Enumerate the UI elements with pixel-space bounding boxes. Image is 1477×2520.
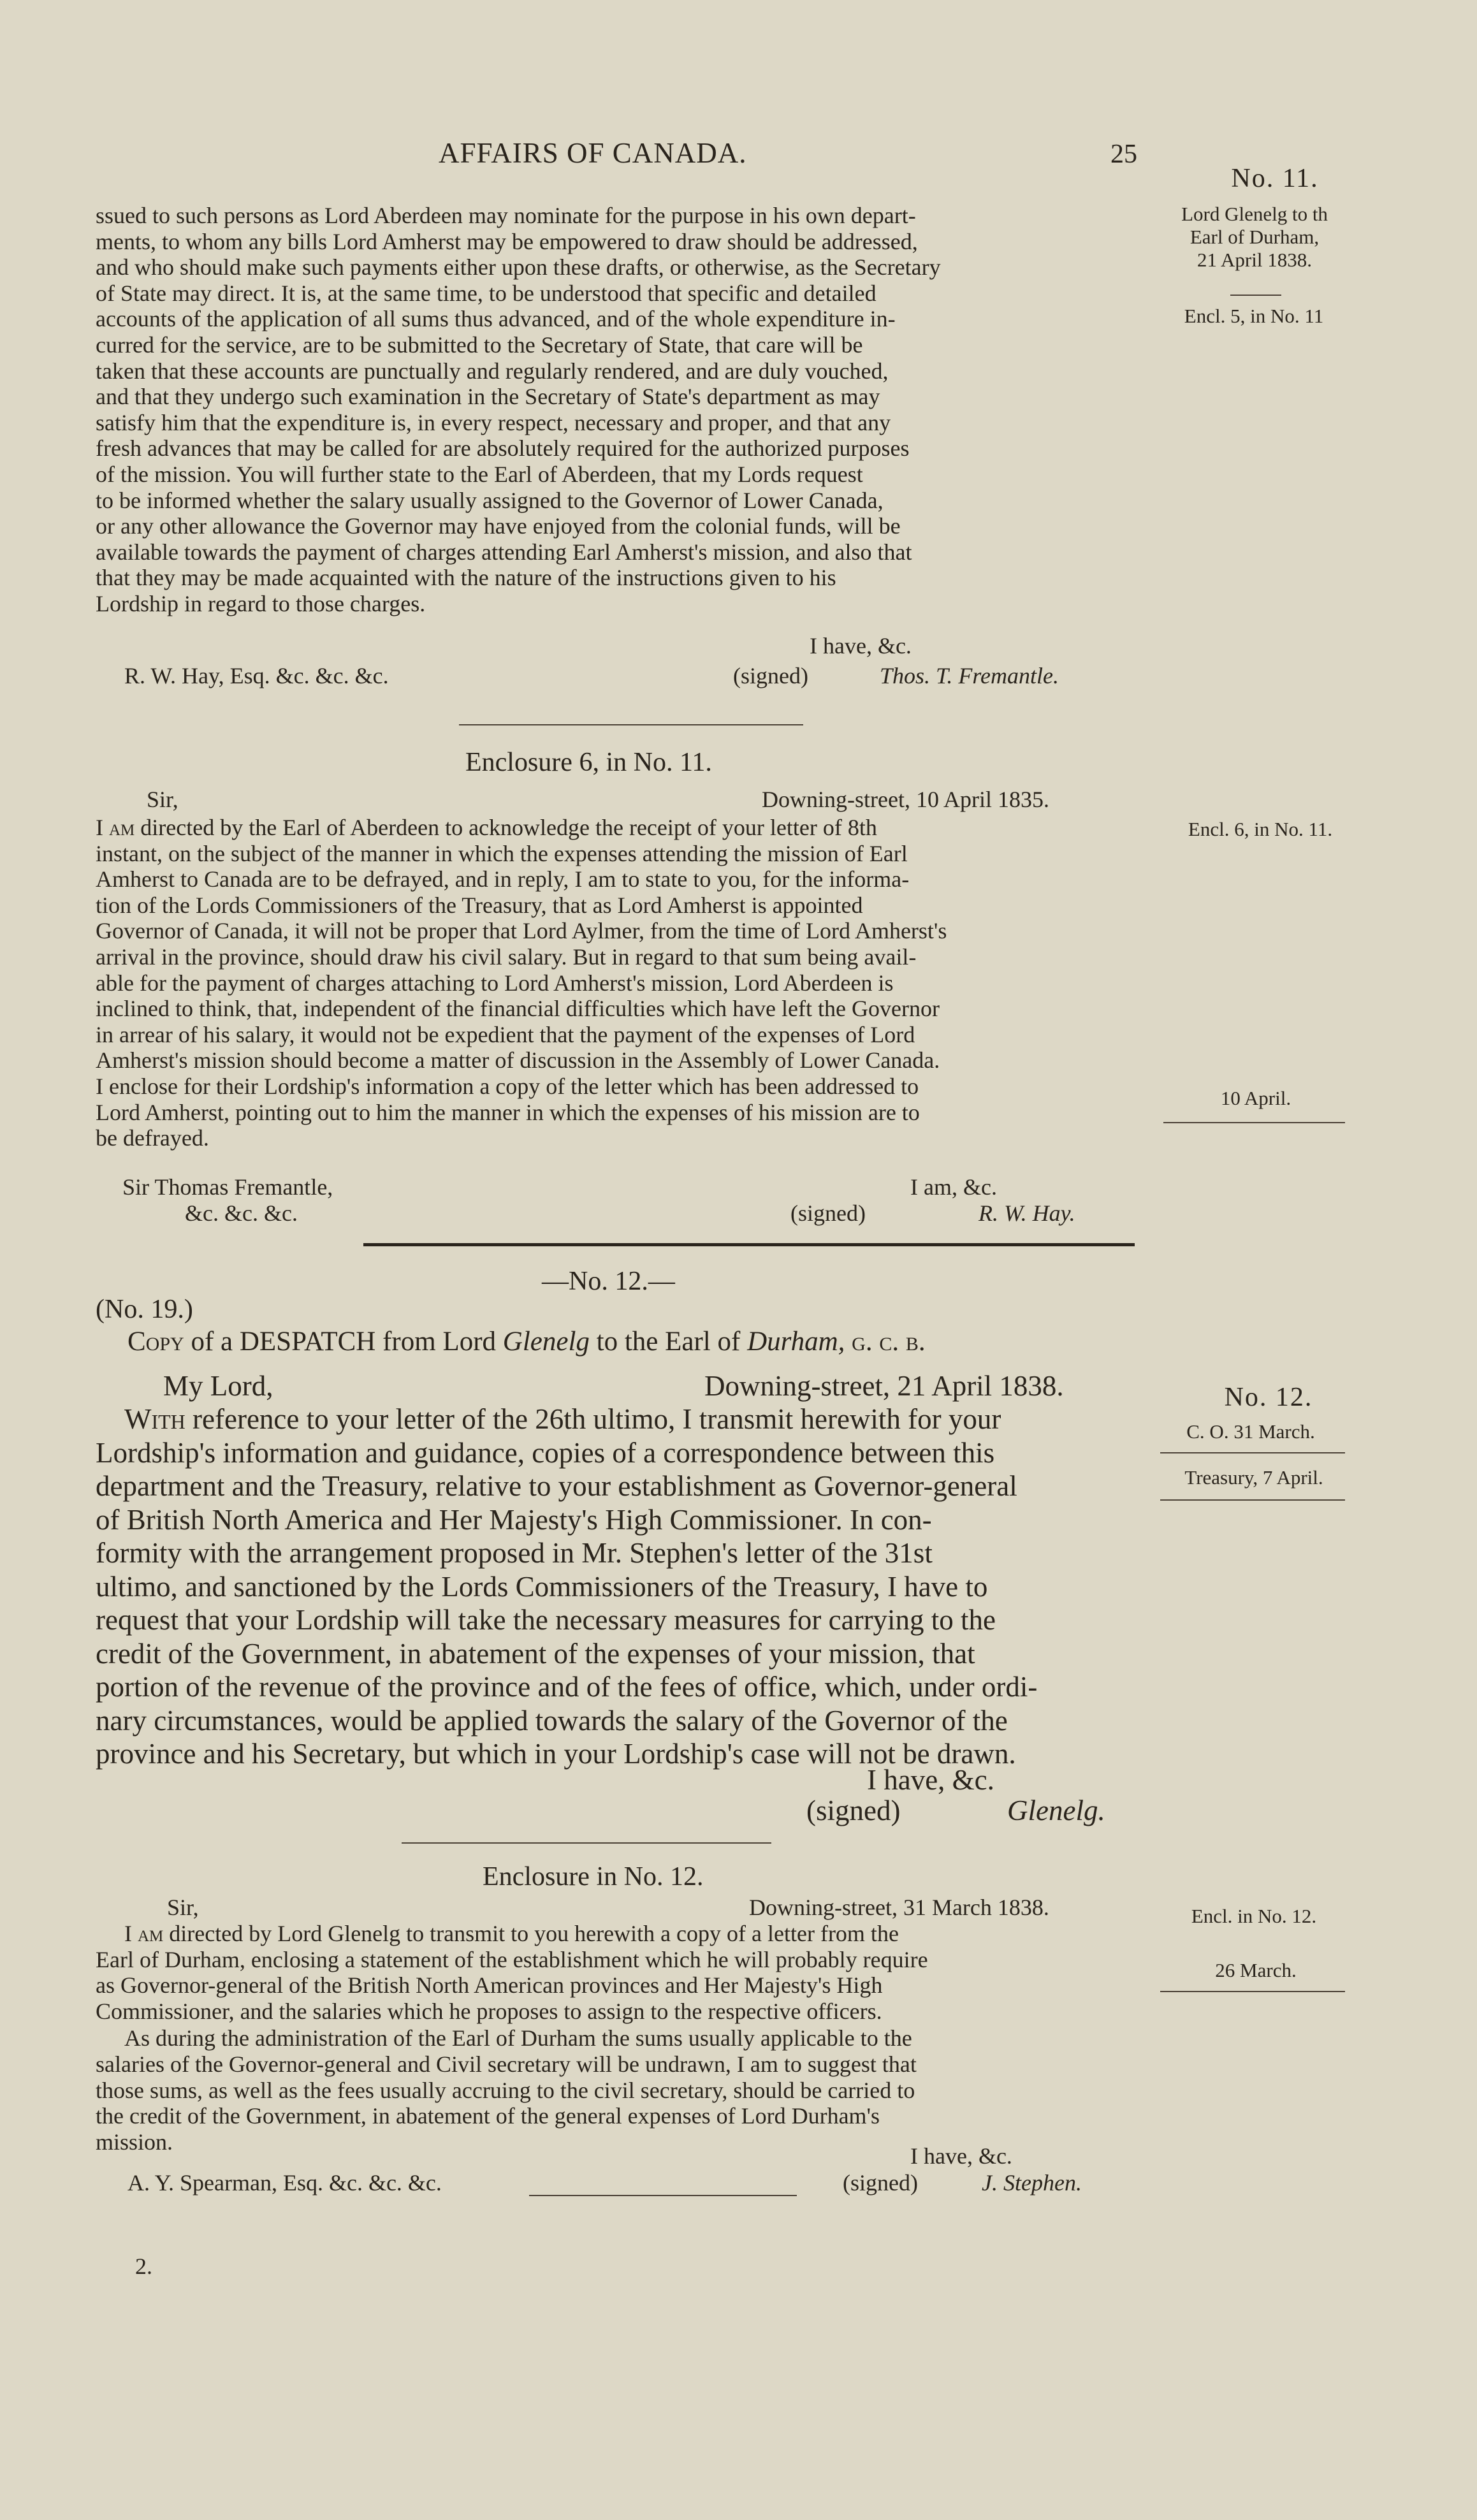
margin-encl6: Encl. 6, in No. 11. [1188,818,1333,840]
title-from: from Lord [375,1327,503,1357]
margin-treasury7: Treasury, 7 April. [1184,1466,1323,1489]
enclosure6-signature [979,1200,1075,1227]
title-glenelg: Glenelg [502,1327,590,1357]
title-gcb: g. c. b. [845,1327,926,1357]
letter1-addressee: R. W. Hay, Esq. &c. &c. &c. [124,663,389,688]
text-line: tion of the Lords Commissioners of the Treasury, that as Lord Amherst is appointed [96,892,863,918]
lead-word: I am [96,815,135,840]
no12-salutation: My Lord, [163,1370,273,1402]
letter1-signature [880,663,1059,689]
title-to: to the Earl of [589,1327,748,1357]
running-title: AFFAIRS OF CANADA. [439,137,747,169]
text-line: fresh advances that may be called for are absolutely required for the authorized purposes [96,435,910,462]
text-line: the credit of the Government, in abatement of the general expenses of Lord Durham's [96,2103,880,2129]
text-line: that they may be made acquainted with the nature of the instructions given to his [96,565,836,591]
first-line-text: directed by Lord Glenelg to transmit to you herewith a copy of a letter from the [163,1921,899,1946]
section-divider [402,1842,771,1844]
margin-co31: C. O. 31 March. [1186,1420,1315,1443]
text-line: in arrear of his salary, it would not be expedient that the payment of the expenses of Lord [96,1021,915,1047]
text-line: and that they undergo such examination in the Secretary of State's department as may [96,384,880,410]
text-line: Governor of Canada, it will not be proper that Lord Aylmer, from the time of Lord Amherst's [96,918,947,944]
enclosure6-salutation: Sir, [147,787,178,812]
text-line: credit of the Government, in abatement of the expenses of your mission, that [96,1637,975,1670]
lead-word: I am [124,1921,164,1946]
text-line: ments, to whom any bills Lord Amherst may be empowered to draw should be addressed, [96,228,918,254]
text-line: curred for the service, are to be submitted to the Secretary of State, that care will be [96,331,863,358]
no12-title [127,1326,926,1357]
enclosure12-addressee: A. Y. Spearman, Esq. &c. &c. &c. [127,2170,442,2196]
text-line: nary circumstances, would be applied towards the salary of the Governor of the [96,1704,1008,1737]
margin-apr10: 10 April. [1220,1087,1291,1109]
letter1-signed: (signed) [733,663,808,688]
text-line: available towards the payment of charges attending Earl Amherst's mission, and also that [96,539,912,565]
text-line [96,1921,1144,1947]
enclosure6-text [96,815,1144,1151]
margin-no11-line3: 21 April 1838. [1197,249,1312,271]
enclosure12-para1 [96,1921,1144,2024]
title-copy: Copy [127,1327,184,1357]
text-line: Commissioner, and the salaries which he proposes to assign to the respective officers. [96,1998,882,2024]
signature-text: Glenelg. [1007,1795,1105,1826]
margin-mar26: 26 March. [1215,1959,1297,1981]
text-line: be defrayed. [96,1125,209,1151]
text-line: request that your Lordship will take the necessary measures for carrying to the [96,1604,996,1636]
text-line: able for the payment of charges attaching to Lord Amherst's mission, Lord Aberdeen is [96,970,894,996]
section-divider-thick [363,1243,1135,1246]
no12-number: (No. 19.) [96,1295,193,1324]
text-line: formity with the arrangement proposed in Mr. Stephen's letter of the 31st [96,1537,933,1569]
title-durham: Durham, [747,1327,845,1357]
enclosure12-salutation: Sir, [167,1895,199,1920]
text-line: taken that these accounts are punctually and regularly rendered, and are duly vouched, [96,358,889,384]
enclosure12-closing: I have, &c. [910,2143,1012,2169]
enclosure6-addressee2: &c. &c. &c. [185,1200,298,1226]
text-line: inclined to think, that, independent of the financial difficulties which have left the Governor [96,996,940,1022]
text-line: salaries of the Governor-general and Civil secretary will be undrawn, I am to suggest that [96,2051,917,2077]
enclosure12-signature [982,2170,1082,2196]
margin-rule [1160,1499,1345,1501]
no12-heading: —No. 12.— [542,1267,675,1296]
text-line: of the mission. You will further state to the Earl of Aberdeen, that my Lords request [96,461,863,487]
lead-word: With [124,1403,186,1435]
enclosure6-dateline: Downing-street, 10 April 1835. [762,787,1049,812]
first-line-text: reference to your letter of the 26th ultimo, I transmit herewith for your [185,1403,1001,1435]
enclosure6-heading: Enclosure 6, in No. 11. [465,748,712,777]
text-line: ultimo, and sanctioned by the Lords Commissioners of the Treasury, I have to [96,1570,988,1603]
enclosure12-dateline: Downing-street, 31 March 1838. [749,1895,1049,1920]
enclosure6-body [96,815,1144,1151]
no12-signature [1007,1794,1105,1828]
signature-text: R. W. Hay. [979,1200,1075,1226]
first-line-text: directed by the Earl of Aberdeen to acknowledge the receipt of your letter of 8th [135,815,877,840]
margin-encl12: Encl. in No. 12. [1191,1905,1317,1927]
no12-signed: (signed) [806,1795,901,1826]
text-line: Amherst to Canada are to be defrayed, and in reply, I am to state to you, for the informa- [96,866,910,892]
signature-text: Thos. T. Fremantle. [880,663,1059,688]
margin-no11-note [1153,203,1357,272]
text-line: Lordship in regard to those charges. [96,590,426,616]
text-line: of State may direct. It is, at the same time, to be understood that specific and detailed [96,280,877,306]
text-line: instant, on the subject of the manner in which the expenses attending the mission of Earl [96,840,908,866]
margin-no11-heading: No. 11. [1231,164,1319,193]
enclosure6-addressee1: Sir Thomas Fremantle, [122,1174,333,1200]
margin-rule [1160,1991,1345,1992]
margin-no11-line1: Lord Glenelg to th [1181,203,1328,225]
letter-continuation [96,203,1144,617]
enclosure6-closing: I am, &c. [910,1174,997,1200]
text-line [96,815,1144,841]
enclosure12-body [96,1921,1144,2155]
page-number: 25 [1110,140,1137,169]
letter-body [96,203,1144,617]
text-line [96,1402,1144,1436]
enclosure12-signed: (signed) [843,2170,918,2196]
section-divider [459,724,803,725]
text-line: arrival in the province, should draw his civil salary. But in regard to that sum being avail- [96,943,917,970]
text-line: Amherst's mission should become a matter of discussion in the Assembly of Lower Canada. [96,1047,940,1074]
margin-encl5: Encl. 5, in No. 11 [1184,305,1324,327]
margin-no12-heading: No. 12. [1224,1383,1313,1412]
text-line: satisfy him that the expenditure is, in every respect, necessary and proper, and that any [96,409,891,435]
text-line: Lord Amherst, pointing out to him the manner in which the expenses of his mission are to [96,1099,920,1125]
enclosure12-heading: Enclosure in No. 12. [483,1862,704,1891]
text-line: portion of the revenue of the province and of the fees of office, which, under ordi- [96,1671,1038,1703]
addressee-underline [529,2195,797,2196]
text-line: as Governor-general of the British North American provinces and Her Majesty's High [96,1972,883,1999]
text-line: Earl of Durham, enclosing a statement of the establishment which he will probably require [96,1946,928,1972]
letter1-closing: I have, &c. [810,633,912,659]
margin-rule [1160,1452,1345,1453]
text-line: As during the administration of the Earl of Durham the sums usually applicable to the [124,2025,912,2051]
text-line: mission. [96,2129,173,2155]
text-line: Lordship's information and guidance, copies of a correspondence between this [96,1436,995,1469]
text-line: I enclose for their Lordship's information a copy of the letter which has been addressed to [96,1073,919,1099]
text-line: province and his Secretary, but which in your Lordship's case will not be drawn. [96,1738,1016,1770]
no12-dateline: Downing-street, 21 April 1838. [704,1370,1064,1402]
title-of: of a [184,1327,240,1357]
text-line: accounts of the application of all sums thus advanced, and of the whole expenditure in- [96,306,896,332]
text-line: of British North America and Her Majesty's High Commissioner. In con- [96,1503,932,1536]
no12-closing: I have, &c. [867,1764,994,1796]
text-line: or any other allowance the Governor may have enjoyed from the colonial funds, will be [96,513,901,539]
enclosure12-para2 [96,2025,1144,2155]
margin-no11-line2: Earl of Durham, [1190,226,1320,248]
text-line: those sums, as well as the fees usually accruing to the civil secretary, should be carried to [96,2077,915,2103]
text-line: department and the Treasury, relative to your establishment as Governor-general [96,1470,1017,1502]
text-line: and who should make such payments either upon these drafts, or otherwise, as the Secretary [96,254,941,280]
margin-divider [1230,295,1281,296]
text-line: ssued to such persons as Lord Aberdeen may nominate for the purpose in his own depart- [96,203,916,228]
signature-text: J. Stephen. [982,2170,1082,2196]
margin-rule [1163,1122,1345,1123]
enclosure6-signed: (signed) [790,1200,866,1226]
signature-mark: 2. [135,2254,152,2279]
title-despatch: DESPATCH [239,1327,376,1357]
no12-body [96,1402,1144,1771]
no12-text [96,1402,1144,1771]
text-line: to be informed whether the salary usually assigned to the Governor of Lower Canada, [96,487,884,513]
